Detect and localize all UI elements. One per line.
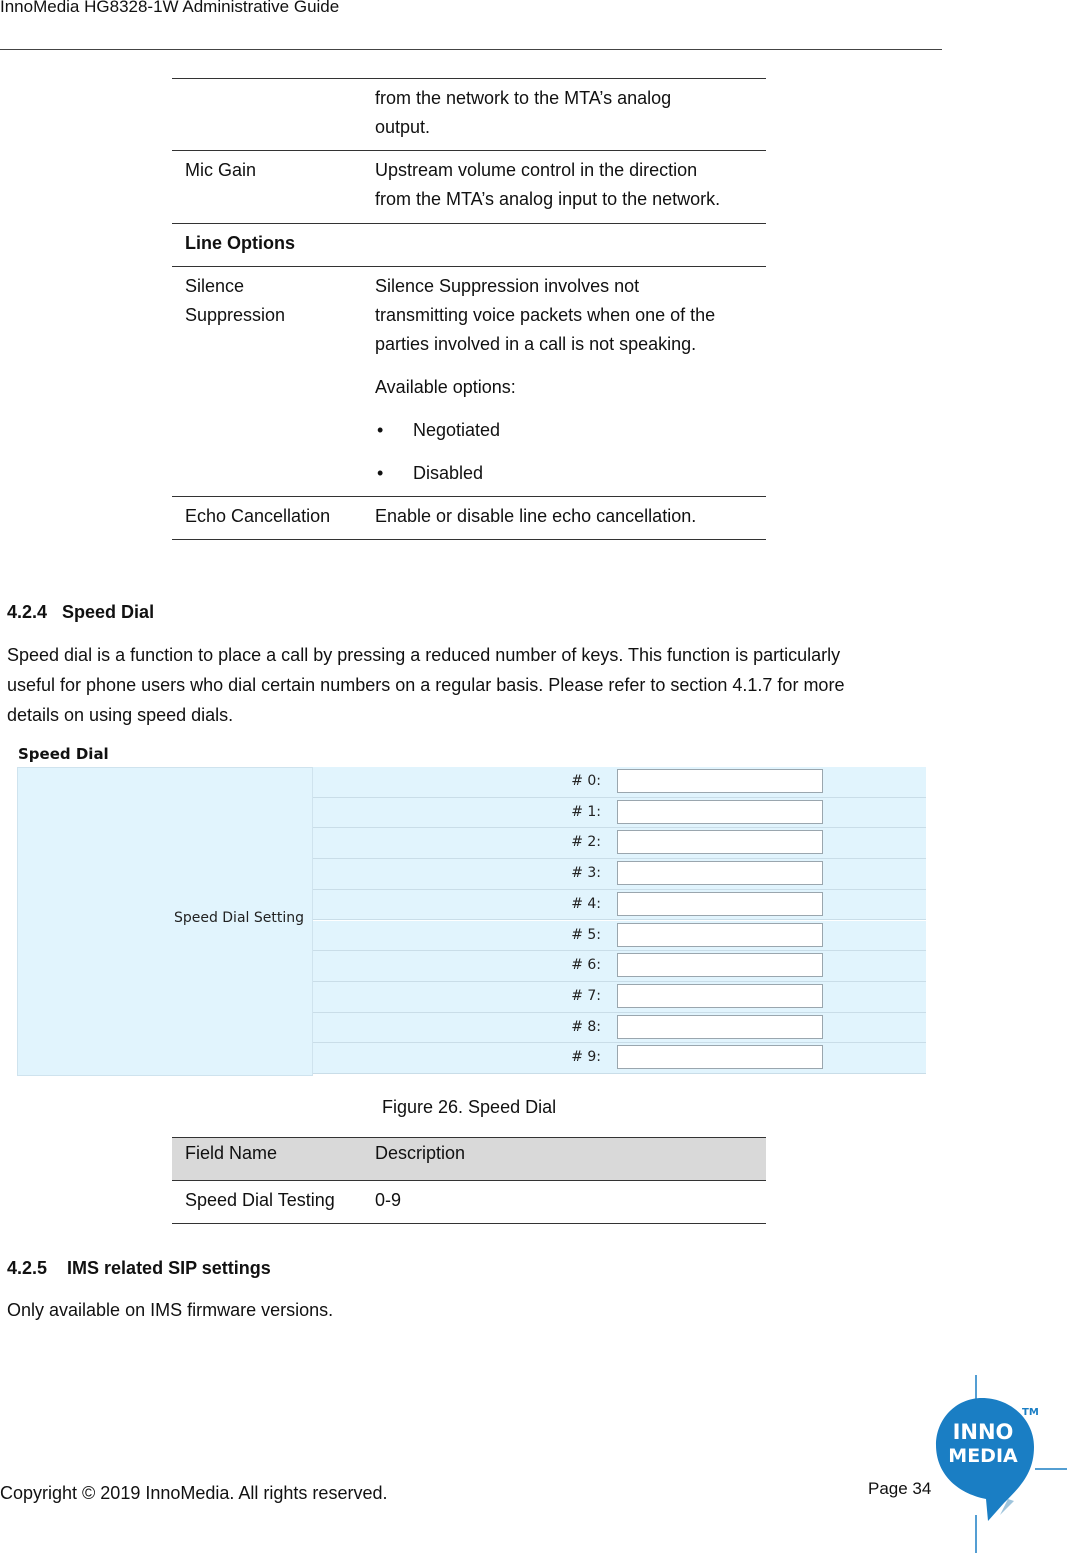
speed-dial-label: # 9: <box>571 1049 601 1066</box>
table-row <box>172 150 766 223</box>
logo-text-inno: INNO <box>952 1420 1014 1444</box>
speed-dial-label: # 6: <box>571 957 601 974</box>
table-row <box>172 1180 766 1224</box>
speed-dial-input-6[interactable] <box>617 953 823 977</box>
speed-dial-row-8 <box>313 1013 926 1044</box>
table-row-section <box>172 223 766 266</box>
description-line: from the MTA’s analog input to the network. <box>375 189 721 209</box>
page-number: Page 34 <box>868 1479 932 1498</box>
field-line: Silence <box>185 276 245 296</box>
speed-dial-paragraph <box>7 640 907 730</box>
speed-dial-row-4 <box>313 890 926 921</box>
paragraph-line: details on using speed dials. <box>7 705 234 725</box>
speed-dial-input-5[interactable] <box>617 923 823 947</box>
speed-dial-row-6 <box>313 951 926 982</box>
ims-paragraph: Only available on IMS firmware versions. <box>7 1300 334 1320</box>
table-cell-field: Speed Dial Testing <box>185 1190 335 1210</box>
line-settings-table <box>172 78 766 540</box>
figure-caption: Figure 26. Speed Dial <box>382 1097 557 1117</box>
description-line: Upstream volume control in the direction <box>375 160 698 180</box>
speed-dial-label: # 3: <box>571 865 601 882</box>
speed-dial-input-3[interactable] <box>617 861 823 885</box>
speed-dial-row-0 <box>313 767 926 798</box>
table-cell-field: Echo Cancellation <box>185 506 331 526</box>
column-header-field-name: Field Name <box>185 1143 278 1163</box>
speed-dial-label: # 1: <box>571 803 601 820</box>
logo-graphic <box>930 1375 1067 1555</box>
table-row <box>172 78 766 150</box>
section-heading-speed-dial: 4.2.4 Speed Dial <box>7 602 155 622</box>
speed-dial-input-7[interactable] <box>617 984 823 1008</box>
description-line: from the network to the MTA’s analog <box>375 88 672 108</box>
description-line: Silence Suppression involves not <box>375 276 640 296</box>
section-heading-ims: 4.2.5 IMS related SIP settings <box>7 1258 271 1278</box>
option-item: • Disabled <box>375 459 760 488</box>
logo-trademark: TM <box>1022 1407 1039 1418</box>
speed-dial-label: # 7: <box>571 987 601 1004</box>
description-line: output. <box>375 117 431 137</box>
speed-dial-screenshot <box>8 740 930 1078</box>
paragraph-line: Speed dial is a function to place a call by pressing a reduced number of keys. This function is particularly <box>7 645 841 665</box>
line-options-heading: Line Options <box>185 233 295 253</box>
speed-dial-label: # 2: <box>571 834 601 851</box>
speed-dial-input-1[interactable] <box>617 800 823 824</box>
table-cell-field: Mic Gain <box>185 160 257 180</box>
table-cell-description <box>375 79 760 142</box>
table-header-row <box>172 1137 766 1180</box>
speed-dial-field-table <box>172 1137 766 1224</box>
speed-dial-row-1 <box>313 798 926 829</box>
description-line: parties involved in a call is not speaking. <box>375 334 697 354</box>
speed-dial-input-0[interactable] <box>617 769 823 793</box>
table-cell-description <box>375 497 760 531</box>
document-header-title: InnoMedia HG8328-1W Administrative Guide <box>0 0 340 16</box>
footer-copyright: Copyright © 2019 InnoMedia. All rights reserved. <box>0 1483 388 1503</box>
header-divider <box>0 49 942 50</box>
options-list <box>375 416 760 488</box>
table-cell-description <box>375 151 760 214</box>
speed-dial-row-9 <box>313 1043 926 1074</box>
description-line: transmitting voice packets when one of the <box>375 305 716 325</box>
field-line: Suppression <box>185 305 286 325</box>
speed-dial-input-9[interactable] <box>617 1045 823 1069</box>
option-item: • Negotiated <box>375 416 760 445</box>
speed-dial-setting-label: Speed Dial Setting <box>173 910 304 926</box>
speed-dial-label: # 8: <box>571 1018 601 1035</box>
column-header-description: Description <box>375 1143 466 1163</box>
paragraph-line: useful for phone users who dial certain numbers on a regular basis. Please refer to section 4.1.7 for more <box>7 675 845 695</box>
table-cell-description <box>375 267 760 488</box>
logo-text-media: MEDIA <box>948 1445 1018 1467</box>
speed-dial-row-3 <box>313 859 926 890</box>
table-cell-description: 0-9 <box>375 1190 402 1210</box>
innomedia-logo <box>930 1375 1067 1555</box>
speed-dial-input-2[interactable] <box>617 830 823 854</box>
table-row <box>172 496 766 540</box>
speed-dial-label: # 0: <box>571 773 601 789</box>
available-options-label: Available options: <box>375 377 516 397</box>
speed-dial-row-7 <box>313 982 926 1013</box>
speed-dial-input-8[interactable] <box>617 1015 823 1039</box>
speed-dial-label: # 5: <box>571 926 601 943</box>
speed-dial-input-4[interactable] <box>617 892 823 916</box>
speed-dial-row-2 <box>313 828 926 859</box>
speed-dial-panel-title: Speed Dial <box>18 745 109 763</box>
speed-dial-row-5 <box>313 921 926 952</box>
speed-dial-label: # 4: <box>571 895 601 912</box>
table-cell-field <box>185 267 355 330</box>
description-line: Enable or disable line echo cancellation. <box>375 506 697 526</box>
table-row <box>172 266 766 496</box>
